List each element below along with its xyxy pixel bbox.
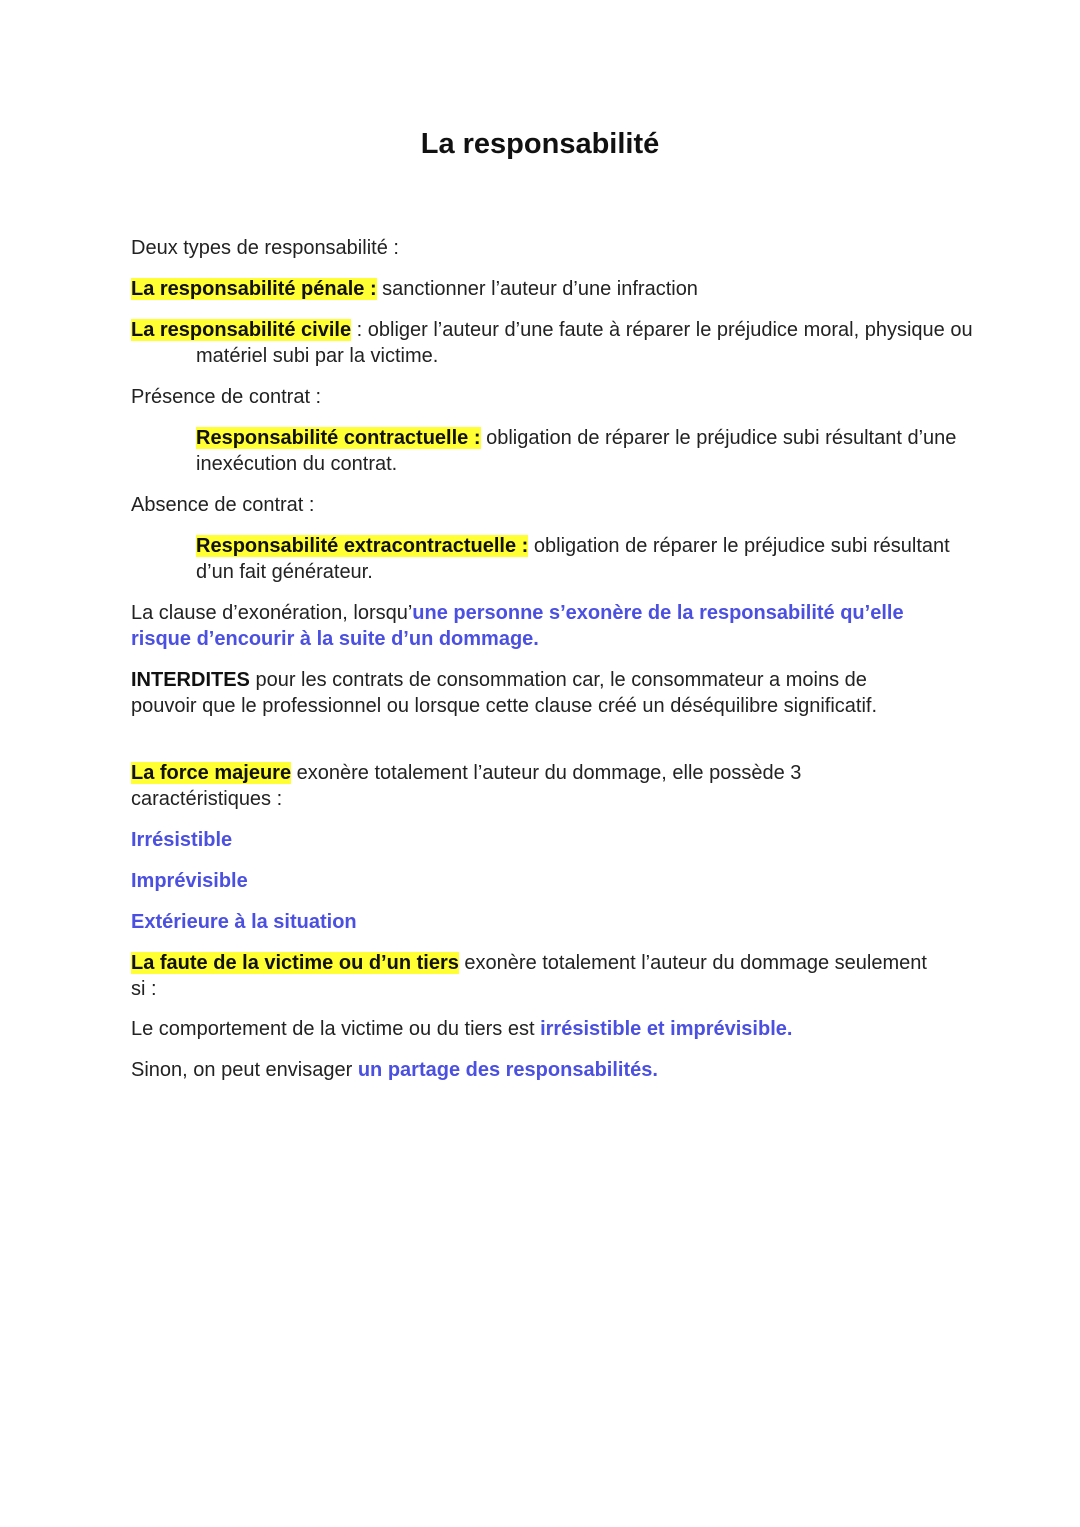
contractuelle-definition: obligation de réparer le préjudice subi résultant d’une inexécution du contrat. (196, 427, 957, 475)
extracontractuelle-definition: obligation de réparer le préjudice subi résultant d’un fait générateur. (196, 535, 950, 583)
absence-heading: Absence de contrat : (131, 494, 315, 516)
penale-definition: sanctionner l’auteur d’une infraction (376, 278, 698, 300)
intro-text: Deux types de responsabilité : (131, 237, 399, 259)
contractuelle-paragraph (196, 425, 966, 477)
extracontractuelle-paragraph (196, 533, 966, 585)
interdites-text: pour les contrats de consommation car, le consommateur a moins de pouvoir que le professionnel ou lorsque cette clause créé un déséquilibre significatif. (131, 669, 878, 717)
faute-paragraph (131, 950, 931, 1002)
penale-paragraph (131, 276, 961, 302)
civile-paragraph (131, 317, 1026, 369)
faute-text: exonère totalement l’auteur du dommage seulement si : (131, 952, 927, 1000)
comportement-emphasis: irrésistible et imprévisible. (540, 1018, 793, 1040)
penale-term: La responsabilité pénale : (131, 278, 377, 300)
interdites-paragraph (131, 667, 936, 719)
characteristic-item: Imprévisible (131, 870, 248, 892)
extracontractuelle-term: Responsabilité extracontractuelle : (196, 535, 529, 557)
characteristic-item: Irrésistible (131, 829, 233, 851)
sinon-paragraph (131, 1057, 961, 1083)
sinon-emphasis: un partage des responsabilités. (357, 1059, 658, 1081)
page-title: La responsabilité (420, 128, 660, 160)
interdites-term: INTERDITES (131, 669, 250, 691)
civile-term: La responsabilité civile (131, 319, 352, 341)
clause-emphasis: une personne s’exonère de la responsabilité qu’elle risque d’encourir à la suite d’un dommage. (131, 602, 904, 650)
civile-definition: : obliger l’auteur d’une faute à réparer le préjudice moral, physique ou matériel subi par la victime. (196, 319, 973, 367)
contractuelle-term: Responsabilité contractuelle : (196, 427, 481, 449)
force-majeure-text: exonère totalement l’auteur du dommage, elle possède 3 caractéristiques : (131, 762, 802, 810)
comportement-text: Le comportement de la victime ou du tiers est (131, 1018, 541, 1040)
clause-paragraph (131, 600, 921, 652)
presence-heading: Présence de contrat : (131, 386, 322, 408)
sinon-text: Sinon, on peut envisager (131, 1059, 358, 1081)
faute-term: La faute de la victime ou d’un tiers (131, 952, 459, 974)
characteristic-item: Extérieure à la situation (131, 911, 357, 933)
comportement-paragraph (131, 1016, 961, 1042)
force-majeure-term: La force majeure (131, 762, 292, 784)
clause-intro: La clause d’exonération, lorsqu’ (131, 602, 413, 624)
force-majeure-paragraph (131, 760, 901, 812)
